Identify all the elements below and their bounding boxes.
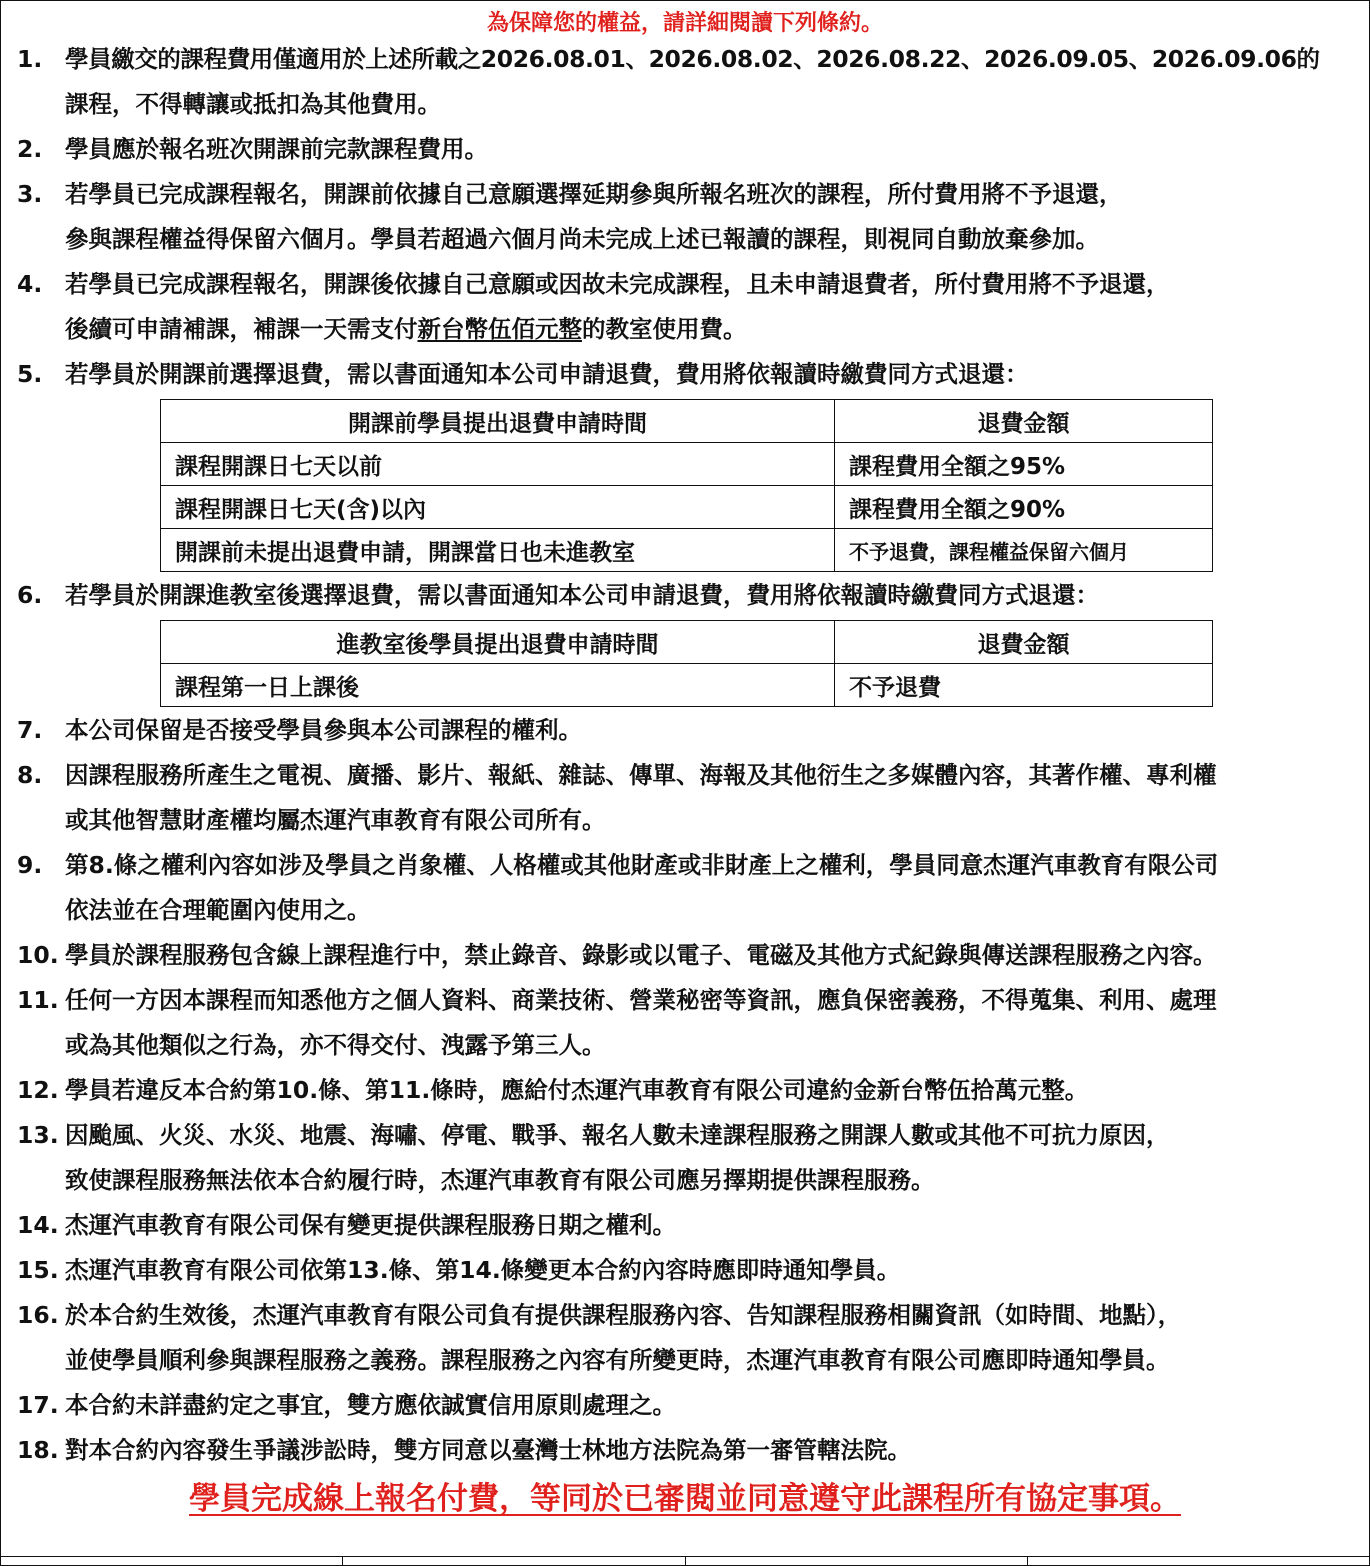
clause-line: 若學員已完成課程報名，開課前依據自己意願選擇延期參與所報名班次的課程，所付費用將不予退還， — [65, 180, 1123, 208]
clause-number: 6. — [17, 581, 43, 609]
clause-number: 14. — [17, 1211, 59, 1239]
clause-1 — [1, 37, 1369, 127]
clause-line: 任何一方因本課程而知悉他方之個人資料、商業技術、營業秘密等資訊，應負保密義務，不得蒐集、利用、處理 — [65, 986, 1217, 1014]
clause-14 — [1, 1203, 1369, 1248]
clause-line: 若學員已完成課程報名，開課後依據自己意願或因故未完成課程，且未申請退費者，所付費用將不予退還， — [65, 270, 1170, 298]
table-header-cell: 退費金額 — [835, 621, 1213, 664]
bottom-cell — [1028, 1557, 1369, 1565]
table-cell: 課程第一日上課後 — [161, 664, 835, 707]
clause-17 — [1, 1383, 1369, 1428]
bottom-cell — [686, 1557, 1028, 1565]
table-row — [161, 443, 1213, 486]
clause-line: 於本合約生效後，杰運汽車教育有限公司負有提供課程服務內容、告知課程服務相關資訊（如時間、地點）， — [65, 1301, 1182, 1329]
clause-body — [65, 933, 1369, 978]
clause-9 — [1, 843, 1369, 933]
clause-line: 並使學員順利參與課程服務之義務。課程服務之內容有所變更時，杰運汽車教育有限公司應即時通知學員。 — [65, 1346, 1170, 1374]
clause-13 — [1, 1113, 1369, 1203]
clause-number: 13. — [17, 1121, 59, 1149]
clause-body — [65, 37, 1369, 127]
clause-line: 學員於課程服務包含線上課程進行中，禁止錄音、錄影或以電子、電磁及其他方式紀錄與傳送課程服務之內容。 — [65, 941, 1217, 969]
clause-body — [65, 1113, 1369, 1203]
table-cell: 課程開課日七天以前 — [161, 443, 835, 486]
clause-body — [65, 978, 1369, 1068]
clause-5 — [1, 352, 1369, 397]
clause-body — [65, 1203, 1369, 1248]
clause-body — [65, 262, 1369, 352]
clause-number: 17. — [17, 1391, 59, 1419]
clause-body — [65, 1248, 1369, 1293]
clause-line: 第8.條之權利內容如涉及學員之肖象權、人格權或其他財產或非財產上之權利，學員同意杰運汽車教育有限公司 — [65, 851, 1219, 879]
clause-line: 若學員於開課前選擇退費，需以書面通知本公司申請退費，費用將依報讀時繳費同方式退還： — [65, 360, 1029, 388]
clause-body — [65, 127, 1369, 172]
clause-line: 或其他智慧財產權均屬杰運汽車教育有限公司所有。 — [65, 806, 606, 834]
clause-body — [65, 1068, 1369, 1113]
clause-line: 參與課程權益得保留六個月。學員若超過六個月尚未完成上述已報讀的課程，則視同自動放棄參加。 — [65, 225, 1099, 253]
refund-table-after-class — [160, 620, 1213, 707]
refund-table-before-class — [160, 399, 1213, 572]
clause-number: 11. — [17, 986, 59, 1014]
clause-number: 16. — [17, 1301, 59, 1329]
clause-body — [65, 172, 1369, 262]
clause-body — [65, 1428, 1369, 1473]
clause-number: 1. — [17, 45, 43, 73]
agreement-footer — [1, 1479, 1369, 1519]
clause-line: 因颱風、火災、水災、地震、海嘯、停電、戰爭、報名人數未達課程服務之開課人數或其他不可抗力原因， — [65, 1121, 1170, 1149]
clause-line: 因課程服務所產生之電視、廣播、影片、報紙、雜誌、傳單、海報及其他衍生之多媒體內容，其著作權、專利權 — [65, 761, 1217, 789]
clause-line: 杰運汽車教育有限公司依第13.條、第14.條變更本合約內容時應即時通知學員。 — [65, 1256, 901, 1284]
clause-number: 5. — [17, 360, 43, 388]
clause-8 — [1, 753, 1369, 843]
clause-line: 或為其他類似之行為，亦不得交付、洩露予第三人。 — [65, 1031, 606, 1059]
table-header-cell: 退費金額 — [835, 400, 1213, 443]
clause-12 — [1, 1068, 1369, 1113]
clause-2 — [1, 127, 1369, 172]
table-cell: 課程費用全額之95% — [835, 443, 1213, 486]
clause-3 — [1, 172, 1369, 262]
clause-line: 若學員於開課進教室後選擇退費，需以書面通知本公司申請退費，費用將依報讀時繳費同方式退還： — [65, 581, 1099, 609]
clause-15 — [1, 1248, 1369, 1293]
bottom-table-border — [1, 1556, 1369, 1565]
table-cell: 不予退費 — [835, 664, 1213, 707]
clause-line: 學員繳交的課程費用僅適用於上述所載之2026.08.01、2026.08.02、2026.08.22、2026.09.05、2026.09.06的 — [65, 45, 1320, 73]
clause-number: 9. — [17, 851, 43, 879]
bottom-cell — [343, 1557, 685, 1565]
clause-body — [65, 352, 1369, 397]
clause-number: 7. — [17, 716, 43, 744]
clause-number: 4. — [17, 270, 43, 298]
table-header-cell: 開課前學員提出退費申請時間 — [161, 400, 835, 443]
clause-line: 課程，不得轉讓或抵扣為其他費用。 — [65, 90, 441, 118]
clause-body — [65, 708, 1369, 753]
clause-line: 依法並在合理範圍內使用之。 — [65, 896, 371, 924]
clause-6 — [1, 573, 1369, 618]
clause-body — [65, 1293, 1369, 1383]
clause-7 — [1, 708, 1369, 753]
clause-line: 學員應於報名班次開課前完款課程費用。 — [65, 135, 488, 163]
clause-number: 10. — [17, 941, 59, 969]
clause-number: 18. — [17, 1436, 59, 1464]
clause-4 — [1, 262, 1369, 352]
clause-10 — [1, 933, 1369, 978]
clause-11 — [1, 978, 1369, 1068]
table-row — [161, 529, 1213, 572]
table-cell: 課程開課日七天(含)以內 — [161, 486, 835, 529]
clause-number: 8. — [17, 761, 43, 789]
agreement-footer-text: 學員完成線上報名付費，等同於已審閱並同意遵守此課程所有協定事項。 — [189, 1481, 1181, 1517]
clause-body — [65, 753, 1369, 843]
clause-line — [65, 307, 1369, 352]
notice-header: 為保障您的權益，請詳細閱讀下列條約。 — [486, 11, 883, 36]
fee-amount-underlined: 新台幣伍佰元整 — [417, 315, 582, 343]
bottom-cell — [1, 1557, 343, 1565]
clause-number: 2. — [17, 135, 43, 163]
clause-line: 本公司保留是否接受學員參與本公司課程的權利。 — [65, 716, 582, 744]
clause-line: 對本合約內容發生爭議涉訟時，雙方同意以臺灣士林地方法院為第一審管轄法院。 — [65, 1436, 911, 1464]
clause-line: 杰運汽車教育有限公司保有變更提供課程服務日期之權利。 — [65, 1211, 676, 1239]
clause-16 — [1, 1293, 1369, 1383]
clause-line: 本合約未詳盡約定之事宜，雙方應依誠實信用原則處理之。 — [65, 1391, 676, 1419]
clause-text: 的教室使用費。 — [582, 315, 747, 343]
table-header-row — [161, 400, 1213, 443]
clause-number: 12. — [17, 1076, 59, 1104]
clause-text: 後續可申請補課，補課一天需支付 — [65, 315, 418, 343]
table-header-row — [161, 621, 1213, 664]
table-cell: 課程費用全額之90% — [835, 486, 1213, 529]
table-cell: 不予退費，課程權益保留六個月 — [835, 529, 1213, 572]
table-row — [161, 664, 1213, 707]
clause-body — [65, 1383, 1369, 1428]
clause-18 — [1, 1428, 1369, 1473]
clause-number: 15. — [17, 1256, 59, 1284]
table-row — [161, 486, 1213, 529]
clause-body — [65, 573, 1369, 618]
table-header-cell: 進教室後學員提出退費申請時間 — [161, 621, 835, 664]
clause-line: 致使課程服務無法依本合約履行時，杰運汽車教育有限公司應另擇期提供課程服務。 — [65, 1166, 935, 1194]
clause-body — [65, 843, 1369, 933]
clause-line: 學員若違反本合約第10.條、第11.條時，應給付杰運汽車教育有限公司違約金新台幣伍拾萬元整。 — [65, 1076, 1089, 1104]
clause-number: 3. — [17, 180, 43, 208]
table-cell: 開課前未提出退費申請，開課當日也未進教室 — [161, 529, 835, 572]
